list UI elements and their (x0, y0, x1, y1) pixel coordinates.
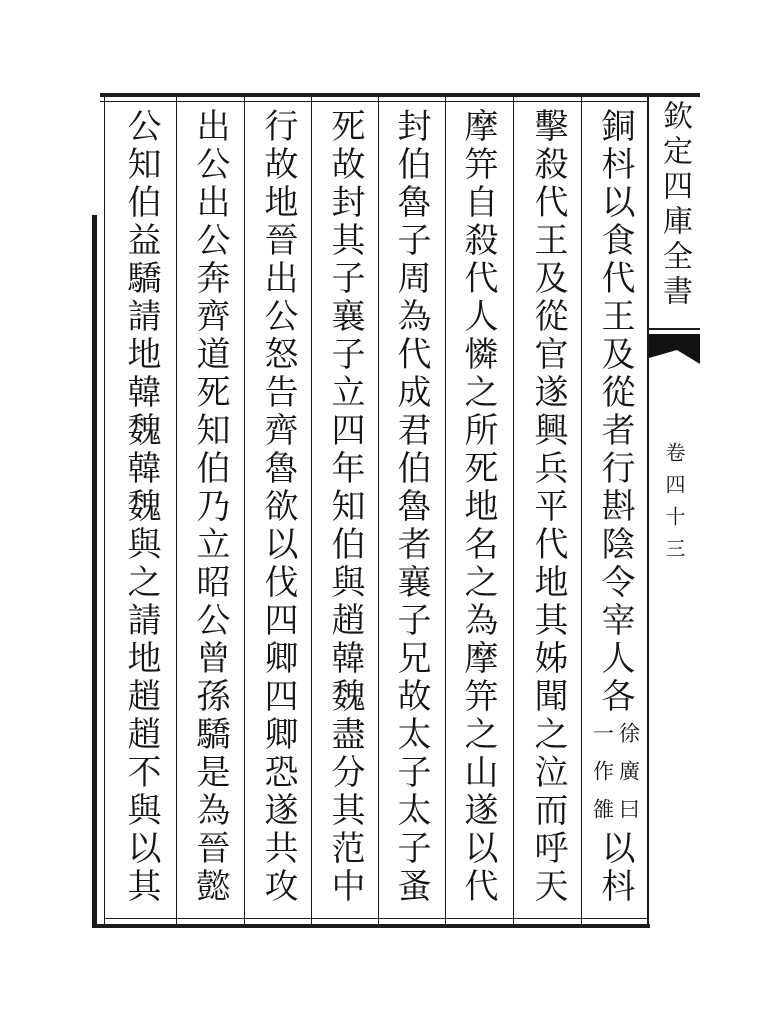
left-border (92, 215, 97, 928)
text-column-6 (248, 108, 308, 908)
column-rule (244, 97, 245, 924)
text-column-2 (518, 108, 578, 908)
fishtail-mark (649, 328, 700, 364)
bottom-border (92, 924, 650, 928)
annotation-note (585, 716, 645, 836)
column-text: 擊殺代王及從官遂興兵平代地其姊聞之泣而呼天 (528, 108, 568, 906)
right-frame-border (647, 93, 649, 928)
column-rule (311, 97, 312, 924)
text-column-3 (448, 108, 508, 908)
column-rule (581, 97, 582, 924)
column-rule (378, 97, 379, 924)
annotation-note-left: 一作雒 (590, 722, 615, 836)
annotation-note-right: 徐廣曰 (616, 722, 641, 836)
column-text: 銅枓以食代王及從者行斟陰令宰人各 (595, 108, 635, 716)
column-text: 摩笄自殺代人憐之所死地名之為摩笄之山遂以代 (458, 108, 498, 906)
text-column-1 (585, 108, 645, 908)
left-inner-border (104, 97, 105, 925)
top-inner-border (100, 101, 648, 102)
text-column-4 (381, 108, 441, 908)
juan-number (652, 442, 696, 570)
text-column-8 (111, 108, 171, 908)
margin-title-text: 欽定四庫全書 (657, 100, 692, 310)
column-text-continued: 以枓 (595, 830, 635, 906)
column-text: 封伯魯子周為代成君伯魯者襄子兄故太子太子蚤 (391, 108, 431, 906)
juan-number-text: 卷四十三 (662, 442, 686, 570)
column-rule (445, 97, 446, 924)
column-rule (176, 97, 177, 924)
margin-title (652, 100, 696, 310)
column-text: 死故封其子襄子立四年知伯與趙韓魏盡分其范中 (325, 108, 365, 906)
top-border (100, 93, 700, 97)
column-text: 公知伯益驕請地韓魏韓魏與之請地趙趙不與以其 (121, 108, 161, 906)
bottom-inner-border (104, 918, 648, 919)
text-column-5 (315, 108, 375, 908)
column-rule (513, 97, 514, 924)
column-text: 出公出公奔齊道死知伯乃立昭公曾孫驕是為晉懿 (190, 108, 230, 906)
column-text: 行故地晉出公怒告齊魯欲以伐四卿四卿恐遂共攻 (258, 108, 298, 906)
text-column-7 (180, 108, 240, 908)
